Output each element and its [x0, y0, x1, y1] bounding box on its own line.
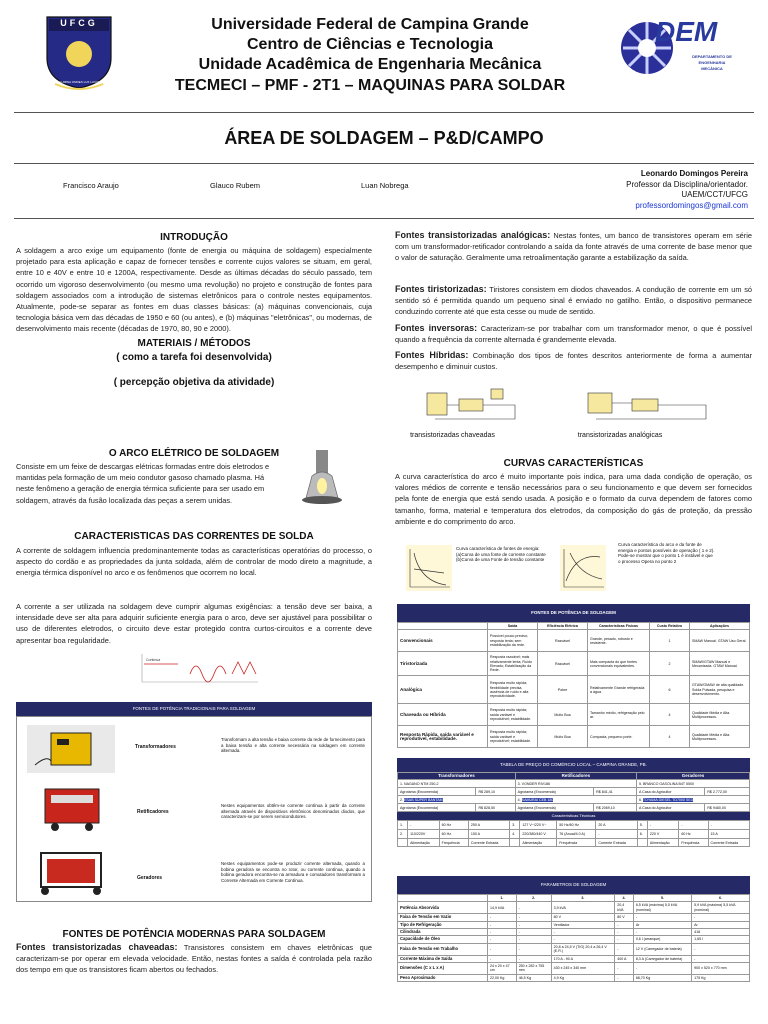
table-cell: 8,3 A (Carregador de bateria): [633, 955, 691, 962]
table-cell: -: [615, 936, 634, 943]
table-cell: Alimentação: [408, 839, 439, 847]
currents-body-2: A corrente a ser utilizada na soldagem deve cumprir algumas exigências: a tensão deve ser baixa, a intensidade deve ser alta para adquirir suficiente energia para o arco, deve ser ajustável para possibilitar o uso de diferentes eletrodos, o circuito deve estar protegido contra curtos-circuitos e a corrente deve apresentar boa regularidade.: [16, 602, 372, 645]
table-header-cell: Retificadores: [515, 773, 636, 780]
table-cell: Qualidade Média e Alta. Multiprocessos.: [690, 726, 750, 748]
curves-heading: CURVAS CARACTERÍSTICAS: [503, 458, 644, 469]
table-cell: Mais compacta do que fontes convencionais equivalentes.: [588, 652, 650, 676]
divider-top: [14, 112, 754, 113]
author-1: Francisco Araujo: [63, 181, 119, 190]
table-header-cell: 5.: [633, 895, 691, 902]
table-cell: Ventilador: [551, 921, 615, 928]
table-cell: 1,65 l: [692, 936, 750, 943]
table-cell: 60 Hz: [439, 830, 468, 839]
table-cell: Resposta razoável; mais relativamente lenta; Ruído Elevado; Estabilização da Rede.: [488, 652, 538, 676]
table-cell: Resposta muito rápida; flexibilidade precisa, ausência de ruído e alta reprodutividade.: [488, 676, 538, 704]
table-cell: [398, 796, 516, 804]
table-cell: 400 A: [615, 955, 634, 962]
table-cell: -: [633, 914, 691, 921]
table-cell: 24 x 20 x 47 cm: [488, 963, 517, 975]
item-number: 6.: [638, 797, 642, 802]
table-cell: Corrente Entrada: [596, 839, 637, 847]
table-cell: R$ 9480,00: [705, 804, 750, 812]
table-cell: 250 A: [468, 821, 509, 830]
table-header-cell: 2.: [516, 895, 551, 902]
table-cell: 76 (Anual/4.0 A): [557, 830, 596, 839]
table-cell: 15 A: [708, 830, 749, 839]
table-cell: -: [692, 914, 750, 921]
table-cell: 12 V (Carregador de bateria): [633, 943, 691, 955]
unit-name: Unidade Acadêmica de Engenharia Mecânica: [198, 56, 542, 73]
poster-title: ÁREA DE SOLDAGEM – P&D/CAMPO: [224, 128, 544, 148]
table-cell: -: [516, 914, 551, 921]
price-grid: [397, 772, 750, 812]
item-number: 3.: [517, 781, 521, 786]
retificador-image: [27, 783, 115, 833]
table-header-cell: [398, 895, 488, 902]
table-cell: R$ 2.772,00: [705, 788, 750, 796]
transformer-desc: Transformam a alta tensão e baixa corrente da rede de fornecimento para a baixa tensão e alta corrente necessária na soldagem em corrente alternada.: [221, 737, 365, 754]
table-cell: [398, 839, 408, 847]
table-header-cell: Transformadores: [398, 773, 516, 780]
materials-sub2: ( percepção objetiva da atividade): [113, 376, 275, 388]
table-row: [398, 652, 750, 676]
table-header-cell: 1.: [488, 895, 517, 902]
table-cell: Agrotama (Encomenda): [515, 788, 593, 796]
table-cell: A Casa do Agricultor: [636, 804, 704, 812]
transformer-image: [27, 725, 115, 773]
price-table: [397, 758, 750, 847]
table-cell: [636, 780, 749, 788]
advisor-name: Leonardo Domingos Pereira: [640, 169, 748, 178]
table-cell: [510, 839, 520, 847]
table-cell: 3,9 kVA: [551, 902, 615, 914]
table-cell: -: [692, 943, 750, 955]
table-cell: 0,6 l (arranque): [633, 936, 691, 943]
table-cell: Agrotama (Encomenda): [515, 804, 593, 812]
item-number: 2.: [400, 797, 403, 802]
table-cell: Chaveada ou Híbrida: [398, 704, 488, 726]
table-cell: Agrotama (Encomenda): [398, 788, 476, 796]
table-cell: 46,5 Kg: [516, 974, 551, 981]
power-sources-table: [397, 604, 750, 748]
table-cell: -: [596, 830, 637, 839]
table-cell: 220/380/440 V: [520, 830, 557, 839]
table-cell: 150 A: [468, 830, 509, 839]
current-graph-label: Contínua: [146, 658, 161, 662]
table-cell: Cilindrada: [398, 929, 488, 936]
table-row: [398, 902, 750, 914]
modern-label: Fontes transistorizadas chaveadas:: [16, 942, 178, 952]
item-name: ESAB SUPER BANTAM: [404, 797, 443, 802]
analog-caption: transistorizadas analógicas: [577, 432, 663, 439]
gerador-image: [27, 845, 115, 897]
table-cell: 170 A - 90 A: [551, 955, 615, 962]
table-cell: -: [488, 936, 517, 943]
table-row: [398, 704, 750, 726]
table-header-cell: Aplicações: [690, 623, 750, 630]
table-cell: 3.: [510, 821, 520, 830]
table-cell: Corrente Entrada: [708, 839, 749, 847]
modern-heading: FONTES DE POTÊNCIA MODERNAS PARA SOLDAGEM: [62, 929, 326, 940]
table-header-row: [398, 773, 750, 780]
table-cell: -: [692, 955, 750, 962]
intro-body: A soldagem a arco exige um equipamento (fonte de energia ou máquina de soldagem) especialmente projetado para esta aplicação e capaz de fornecer tensões e corrente cujos valores se situam, em geral, entre 10 e 40V e entre 10 e 1200A, respectivamente. Desde as últimas décadas do século passado, tem ocorrido um vigoroso desenvolvimento (ou mesmo uma revolução) no projeto e construção de fontes para soldagem associados com a introdução de sistemas eletrônicos para o controle nestes equipamentos. Atualmente, pode-se separar as fontes em duas classes básicas: (a) máquinas convencionais, cuja tecnologia básica vem das décadas de 1950 e 60 (ou antes), e (b) máquinas "eletrônicas", ou modernas, de desenvolvimento mais recente (décadas de 1970, 80, 90 e 2000).: [16, 246, 372, 334]
materials-sub1: ( como a tarefa foi desenvolvida): [116, 351, 272, 363]
table-cell: 900 x 520 x 770 mm: [692, 963, 750, 975]
ufcg-motto: ILUMINA OMNES LUX LUCIS: [58, 80, 100, 84]
table-header-cell: [398, 623, 488, 630]
table-cell: Faixa de Tensão em Trabalho: [398, 943, 488, 955]
divider-title: [14, 163, 754, 164]
table-cell: Corrente Entrada: [468, 839, 509, 847]
switched-diagram: [425, 385, 525, 425]
inverter-para: [395, 323, 752, 345]
table-cell: Capacidade de Óleo: [398, 936, 488, 943]
table-cell: 6,5 kVA (máxima) 5,5 kVA (nominal): [633, 902, 691, 914]
table-header-cell: Custo Relativo: [650, 623, 690, 630]
dem-logo-sub1: DEPARTAMENTO DE: [692, 54, 732, 59]
table-header-cell: Eficiência Elétrica: [538, 623, 588, 630]
table-cell: Frequência: [679, 839, 708, 847]
dem-logo-sub2: ENGENHARIA: [698, 60, 726, 65]
table-cell: -: [615, 963, 634, 975]
table-cell: -: [488, 955, 517, 962]
table-cell: 250 x 282 x 755 mm: [516, 963, 551, 975]
table-cell: R$ 828,50: [476, 804, 515, 812]
table-cell: -: [516, 929, 551, 936]
traditional-table: [16, 716, 372, 902]
table-cell: Potência Absorvida: [398, 902, 488, 914]
table-cell: -: [615, 974, 634, 981]
price-table-title: TABELA DE PREÇO DO COMÉRCIO LOCAL – CAMPINA GRANDE, PB.: [397, 758, 750, 772]
item-number: 5.: [638, 781, 642, 786]
table-cell: R$ 289,10: [476, 788, 515, 796]
course-line: TECMECI – PMF - 2T1 – MAQUINAS PARA SOLDAR: [174, 77, 566, 94]
table-cell: 175 Kg: [692, 974, 750, 981]
hybrid-para: [395, 350, 752, 372]
table-cell: 110/220V: [408, 830, 439, 839]
table-cell: Tipo de Refrigeração: [398, 921, 488, 928]
transformer-label: Transformadores: [135, 744, 176, 750]
table-cell: SMAW/GTAW Manual e Mecanizada. GTAW Manual.: [690, 652, 750, 676]
item-number: 1.: [400, 781, 403, 786]
table-cell: R$ 2069,10: [594, 804, 637, 812]
parameters-grid: [397, 894, 750, 982]
table-cell: A Casa do Agricultor: [636, 788, 704, 796]
materials-heading: MATERIAIS / MÉTODOS: [137, 337, 251, 349]
table-cell: -: [516, 943, 551, 955]
header-block: [150, 15, 590, 97]
divider-authors: [14, 218, 754, 219]
table-cell: -: [615, 929, 634, 936]
thyristor-label: Fontes tiristorizadas:: [395, 284, 487, 294]
table-cell: -: [488, 943, 517, 955]
table-row: [398, 788, 750, 796]
table-cell: [515, 796, 636, 804]
table-cell: -: [615, 921, 634, 928]
inverter-label: Fontes inversoras:: [395, 323, 478, 333]
table-header-cell: Geradores: [636, 773, 749, 780]
advisor-role: Professor da Disciplina/orientador.: [626, 179, 748, 189]
advisor-org: UAEM/CCT/UFCG: [681, 190, 748, 199]
table-cell: GTAW/GMAW de alta qualidade. Solda Pulsada, pesquisa e desenvolvimento.: [690, 676, 750, 704]
item-name: TOYAMA DIESEL TD7000 SE3: [642, 797, 693, 802]
table-cell: 20,8 a 24,5 V (TIG) 20,4 a 26,4 V (E.R.): [551, 943, 615, 955]
table-cell: -: [516, 921, 551, 928]
analog-label: Fontes transistorizadas analógicas:: [395, 230, 551, 240]
parameters-title: PARAMETROS DE SOLDAGEM: [397, 876, 750, 894]
university-name: Universidade Federal de Campina Grande: [211, 16, 529, 33]
analog-diagram: [586, 385, 716, 425]
item-name: BRANCO GASOLINA B4T 5500: [642, 781, 695, 786]
item-number: 4.: [517, 797, 521, 802]
table-cell: Resposta muito rápida; saída variável e reprodutível; estabilidade.: [488, 704, 538, 726]
table-row: [398, 780, 750, 788]
table-cell: R$ 841,41: [594, 788, 637, 796]
table-cell: 68,70 Kg: [633, 974, 691, 981]
table-cell: Resposta muito rápida; saída variável e reprodutível; estabilidade.: [488, 726, 538, 748]
table-row: [398, 726, 750, 748]
table-cell: 1.: [398, 821, 408, 830]
table-cell: 4: [650, 704, 690, 726]
table-cell: Qualidade Média e Alta. Multiprocessos.: [690, 704, 750, 726]
table-cell: Faixa de Tensão em Vazio: [398, 914, 488, 921]
table-row: [398, 921, 750, 928]
table-cell: 127 V~/220 V~: [520, 821, 557, 830]
author-2: Glauco Rubem: [210, 181, 261, 190]
current-graph: [140, 652, 260, 686]
gerador-label: Geradores: [137, 875, 163, 881]
table-header-cell: 3.: [551, 895, 615, 902]
table-cell: 6: [650, 676, 690, 704]
table-cell: 5,9 kVA (máxima) 5,5 kVA (nominal): [692, 902, 750, 914]
table-cell: 2: [650, 652, 690, 676]
table-cell: [515, 780, 636, 788]
table-cell: 5.: [637, 821, 647, 830]
advisor-email[interactable]: professordomingos@gmail.com: [635, 200, 748, 210]
arc-curve-note: Curva característica do arco e da fonte de energia e pontos possíveis de operação ( 1 e 2). Pode-se mostrar que o ponto 1 é instável e que o processo Opera no ponto 2: [618, 542, 715, 564]
table-cell: 220 V: [647, 830, 678, 839]
table-row: [398, 839, 750, 847]
currents-heading: CARACTERISTICAS DAS CORRENTES DE SOLDA: [74, 531, 314, 542]
arc-heading: O ARCO ELÉTRICO DE SOLDAGEM: [108, 448, 280, 459]
table-cell: Compacta, pequeno porte.: [588, 726, 650, 748]
table-cell: Analógica: [398, 676, 488, 704]
table-row: [398, 630, 750, 652]
table-cell: Razoável: [538, 630, 588, 652]
table-cell: 6.: [637, 830, 647, 839]
table-header-row: [398, 895, 750, 902]
dem-logo-text: DEM: [655, 16, 718, 47]
table-cell: 22,00 Kg: [488, 974, 517, 981]
table-cell: 2.: [398, 830, 408, 839]
table-cell: Frequência: [439, 839, 468, 847]
table-cell: 1: [650, 630, 690, 652]
hybrid-label: Fontes Híbridas:: [395, 350, 469, 360]
table-row: [398, 963, 750, 975]
table-cell: [637, 839, 647, 847]
left-column: [16, 232, 372, 388]
source-curve-note: Curva característica de fontes de energia: (a)Curva de uma fonte de corrente constante (b)Curva de uma Fonte de tensão constante: [456, 546, 546, 563]
advisor-block: [560, 169, 748, 211]
table-cell: Dimensões (C x L x A): [398, 963, 488, 975]
table-row: [398, 804, 750, 812]
table-cell: Ar: [633, 921, 691, 928]
table-cell: 80 V: [615, 914, 634, 921]
table-cell: -: [615, 943, 634, 955]
table-cell: Convencionais: [398, 630, 488, 652]
gerador-desc: Nestes equipamentos pode-se produzir corrente alternada, quando a bobina geradora se encontra no rotor, ou corrente contínua, quando a bobina geradora encontra-se na armadura e comutadores transformam a Corrente Alternada em Corrente Contínua.: [221, 861, 365, 883]
table-cell: Tamanho médio, refrigeração pelo ar.: [588, 704, 650, 726]
table-cell: 50 Hz/60 Hz: [557, 821, 596, 830]
table-header-cell: Características Físicas: [588, 623, 650, 630]
intro-heading: INTRODUÇÃO: [160, 232, 228, 243]
analog-para: [395, 230, 752, 264]
table-cell: -: [633, 929, 691, 936]
modern-text: Transistores consistem em chaves eletrônicas que caracterizam-se por operar em elevada velocidade. Então, nestas fontes a saída é controlada pela razão dos tempo em que os transistores ficam abertos ou fechados.: [16, 943, 372, 975]
table-cell: 418: [692, 929, 750, 936]
table-row: [398, 943, 750, 955]
table-cell: 80 V: [551, 914, 615, 921]
table-cell: Muito Boa: [538, 726, 588, 748]
table-cell: Alimentação: [647, 839, 678, 847]
table-cell: -: [708, 821, 749, 830]
inverter-text: Caracterizam-se por trabalhar com um transformador menor, o que é possível quando a frequência da corrente alternada é grandemente elevada.: [395, 324, 752, 345]
currents-body-1: A corrente de soldagem influencia predominantemente todas as características operatórias do processo, o aspecto do cordão e as propriedades da junta soldada, além de controlar de modo direto a magnitude, a energia térmica disponível no arco e os fenômenos que ocorrem no local.: [16, 546, 372, 578]
table-cell: -: [408, 821, 439, 830]
item-name: NAGANO NTM 250-2: [404, 781, 439, 786]
table-cell: Razoável: [538, 652, 588, 676]
table-cell: SMAW Manual. GTAW Uso Geral.: [690, 630, 750, 652]
table-cell: -: [488, 929, 517, 936]
table-row: [398, 914, 750, 921]
table-cell: Tiristorizada: [398, 652, 488, 676]
hybrid-text: Combinação dos tipos de fontes descritos anteriormente de forma a aumentar desempenho e diminuir custos.: [395, 351, 752, 372]
traditional-heading: FONTES DE POTÊNCIA TRADICIONAIS PARA SOLDAGEM: [16, 702, 372, 716]
table-cell: -: [551, 936, 615, 943]
table-cell: [398, 780, 516, 788]
table-header-row: [398, 623, 750, 630]
table-cell: Muito Boa: [538, 704, 588, 726]
center-name: Centro de Ciências e Tecnologia: [247, 36, 493, 53]
analog-text: Nestas fontes, um banco de transistores operam em série com um transformador-retificador controlando a saída da fonte através de uma corrente de base menor que o valor de saturação. Geralmente uma retroalimentação garante a estabilização da saída.: [395, 231, 752, 263]
table-cell: 430 x 245 x 340 mm: [551, 963, 615, 975]
table-cell: [636, 796, 749, 804]
arc-illustration: [292, 450, 352, 512]
table-cell: -: [488, 921, 517, 928]
arc-curve-graph: [560, 545, 606, 591]
parameters-table: [397, 876, 750, 982]
table-cell: 20 A: [596, 821, 637, 830]
table-row: [398, 974, 750, 981]
tech-grid: [397, 820, 750, 847]
ufcg-logo-text: UFCG: [60, 18, 98, 28]
table-cell: Corrente Máxima de Saída: [398, 955, 488, 962]
table-cell: -: [488, 914, 517, 921]
table-cell: -: [516, 955, 551, 962]
retificador-desc: Nestes equipamentos obtêm-se corrente contínua à partir da corrente alternada através de dispositivos eletrônicos denominados diodos, que caracterizam-se por serem semicondutores.: [221, 803, 365, 820]
table-row: [398, 796, 750, 804]
table-cell: Peso Aproximado: [398, 974, 488, 981]
tech-title: Características Técnicas: [397, 812, 750, 820]
table-cell: 4,9 Kg: [551, 974, 615, 981]
switched-caption: transistorizadas chaveadas: [410, 432, 495, 439]
table-row: [398, 676, 750, 704]
table-cell: -: [647, 821, 678, 830]
author-3: Luan Nobrega: [361, 181, 409, 190]
retificador-label: Retificadores: [137, 809, 169, 815]
table-cell: Grande, pesado, robusto e resistente.: [588, 630, 650, 652]
table-header-cell: 6.: [692, 895, 750, 902]
ufcg-logo: [44, 14, 114, 90]
thyristor-text: Tiristores consistem em diodos chaveados. A condução de corrente em um só sentido só é permitida quando um pequeno sinal é enviado no gatilho. Então, o dispositivo permanece conduzindo corrente até que esta cesse ou mude de sentido.: [395, 285, 753, 317]
curves-body: A curva característica do arco é muito importante pois indica, para uma dada condição de operação, os valores médios de corrente e tensão necessários para o seu funcionamento e que devem ser fornecidos pela fonte de energia que está sendo usada. A posição e o formato da curva dependem de fatores como tamanho, forma, material e temperatura dos eletrodos, da composição do gás de proteção, da pressão ambiente e do comprimento do arco.: [395, 472, 752, 526]
item-name: VONDER RIV186: [521, 781, 551, 786]
table-cell: 14,9 kVA: [488, 902, 517, 914]
arc-body: Consiste em um feixe de descargas elétricas formadas entre dois eletrodos e mantidas pela formação de um meio condutor gasoso chamado plasma. Há neste fenômeno a geração de energia térmica suficiente para ser usado em soldagem, através da fusão localizada das peças a serem unidas.: [16, 462, 270, 505]
source-curve-graph: [406, 545, 452, 591]
table-cell: 60 Hz: [439, 821, 468, 830]
table-cell: -: [679, 821, 708, 830]
table-cell: -: [551, 929, 615, 936]
table-header-cell: Saída: [488, 623, 538, 630]
table-cell: 4.: [510, 830, 520, 839]
table-cell: Alimentação: [520, 839, 557, 847]
table-row: [398, 955, 750, 962]
table-header-cell: 4.: [615, 895, 634, 902]
dem-logo-sub3: MECÂNICA: [701, 66, 723, 71]
table-cell: 20,4 kVA: [615, 902, 634, 914]
table-row: [398, 929, 750, 936]
table-cell: Possível pouco preciso; resposta lenta; sem estabilização da rede.: [488, 630, 538, 652]
table-cell: 4: [650, 726, 690, 748]
power-sources-grid: [397, 622, 750, 748]
table-row: [398, 830, 750, 839]
table-cell: 60 Hz: [679, 830, 708, 839]
table-cell: Pobre: [538, 676, 588, 704]
table-cell: Ar: [692, 921, 750, 928]
modern-body: [16, 942, 372, 976]
table-row: [398, 936, 750, 943]
table-cell: -: [516, 936, 551, 943]
power-sources-title: FONTES DE POTÊNCIA DE SOLDAGEM: [397, 604, 750, 622]
table-cell: Relativamente Grande refrigerada a água.: [588, 676, 650, 704]
table-cell: -: [516, 902, 551, 914]
table-cell: Agrotama (Encomenda): [398, 804, 476, 812]
dem-logo: [617, 14, 737, 86]
item-name: SAMURAI CEB 180: [521, 797, 554, 802]
table-cell: Resposta Rápida, saída variável e reprodutível, estabilidade.: [398, 726, 488, 748]
table-cell: Frequência: [557, 839, 596, 847]
table-cell: -: [633, 963, 691, 975]
thyristor-para: [395, 284, 752, 318]
table-row: [398, 821, 750, 830]
